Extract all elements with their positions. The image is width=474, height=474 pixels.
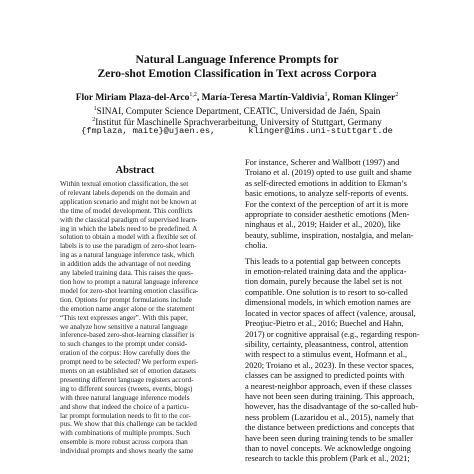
paper-title-line-2: Zero-shot Emotion Classification in Text across Corpora	[97, 67, 377, 80]
abstract-text-line: tion. Options for prompt formulations include	[60, 295, 192, 304]
body-text-line: ness problem (Lazaridou et al., 2015), namely that	[245, 412, 414, 422]
body-text-line: For the context of the perception of art it is more	[245, 199, 409, 209]
body-text-line: classes can be assigned to predicted points with	[245, 371, 405, 381]
abstract-text-line: ing to different sources (tweets, events, blogs)	[60, 384, 193, 393]
abstract-text-line: prompt need to be selected? We perform experi-	[60, 358, 199, 367]
body-text-line: with respect to a stimulus event, Hofmann et al.,	[245, 350, 408, 360]
abstract-text-line: presenting different language registers accord-	[60, 375, 194, 384]
body-text-line: basic emotions, to analyze self-reports of events.	[245, 189, 409, 199]
right-column-body	[245, 158, 435, 465]
body-text-line: tion domain, purely because the label set is not	[245, 277, 402, 287]
author-affiliation-mark: 2	[395, 92, 399, 98]
abstract-text-line: with combinations of multiple prompts. Such	[60, 429, 191, 438]
author-affiliation-mark: 1	[324, 92, 328, 98]
abstract-text-line: in addition adds the advantage of not needing	[60, 260, 191, 269]
author-emails	[0, 126, 474, 136]
abstract-text-line: to such changes to the prompt under consid-	[60, 340, 188, 349]
body-text-line: have not been seen during training. This approach,	[245, 391, 415, 401]
body-text-line: cholia.	[245, 241, 268, 251]
body-text-line: Troiano et al. (2019) opted to use guilt and shame	[245, 168, 412, 178]
abstract-text-line: any labeled training data. This raises the ques-	[60, 269, 194, 278]
abstract-text-line: pus. We show that this challenge can be tackled	[60, 420, 197, 429]
abstract-heading: Abstract	[115, 165, 155, 176]
abstract-text-line: ing in which the labels need to be predefined. A	[60, 224, 198, 233]
author-list: Flor Miriam Plaza-del-Arco$^{1,2}$, María-Teresa Martín-Valdivia$^1$, Roman Klinger$^2$	[75, 92, 399, 104]
affiliation-mark: 2	[92, 117, 96, 123]
email-address[interactable]: {fmplaza, maite}@ujaen.es,	[81, 126, 216, 136]
abstract-text-line: model for zero-shot learning emotion classifica-	[60, 286, 199, 295]
body-text-line: 2020; Troiano et al., 2023). In these vector spaces,	[245, 360, 414, 370]
abstract-text-line: lar prompt formulation needs to fit to the cor-	[60, 411, 191, 420]
abstract-text-line: the emotion name anger alone or the statement	[60, 304, 195, 313]
abstract-text-line: inference-based zero-shot-learning classifier is	[60, 331, 195, 340]
body-text-line: sibility, certainty, pleasantness, control, attention	[245, 339, 409, 349]
abstract-text-line: individual prompts and shows nearly the same	[60, 447, 194, 456]
author-name: Roman Klinger	[332, 93, 396, 104]
affiliation-text: Institut für Maschinelle Sprachverarbeitung, University of Stuttgart, Germany	[95, 117, 382, 128]
body-text-line: the distance between predictions and concepts that	[245, 423, 415, 433]
abstract-text-line: ensemble is more robust across corpora than	[60, 438, 188, 447]
body-text-line: compatible. One solution is to resort to so-called	[245, 287, 408, 297]
abstract-text-line: with the classical paradigm of supervised learn-	[60, 215, 198, 224]
body-text-line: Preoţiuc-Pietro et al., 2016; Buechel and Hahn,	[245, 319, 404, 329]
body-text-line: ninghaus et al., 2019; Haider et al., 2020), like	[245, 220, 401, 230]
author-name: María-Teresa Martín-Valdivia	[201, 93, 325, 104]
body-text-line: appropriate to consider aesthetic emotions (Men-	[245, 210, 410, 220]
body-text-line: beauty, sublime, inspiration, nostalgia, and melan-	[245, 230, 414, 240]
abstract-text-line: labels is to use the paradigm of zero-shot learn-	[60, 242, 197, 251]
body-text-line: research to tackle this problem (Park et al., 2021;	[245, 454, 410, 464]
abstract-text-line: application scenario and might not be known at	[60, 197, 197, 206]
abstract-text-line: and show that indeed the choice of a particu-	[60, 402, 189, 411]
abstract-text-line: of relevant labels depends on the domain and	[60, 188, 190, 197]
body-text-line: however, has the disadvantage of the so-called hub-	[245, 402, 419, 412]
body-text-line: a nearest-neighbor approach, even if these classes	[245, 381, 412, 391]
body-text-line: as self-directed emotions in addition to Ekman’s	[245, 178, 407, 188]
email-address[interactable]: klinger@ims.uni-stuttgart.de	[248, 126, 393, 136]
abstract-text-line: eration of the corpus: How carefully does the	[60, 349, 190, 358]
paper-title-line-1: Natural Language Inference Prompts for	[135, 53, 339, 66]
abstract-text-line: solution to obtain a model with a flexible set of	[60, 233, 196, 242]
abstract-text-line: the time of model development. This conflicts	[60, 206, 193, 215]
author-name: Flor Miriam Plaza-del-Arco	[75, 93, 190, 104]
body-text-line: This leads to a potential gap between concepts	[245, 256, 401, 266]
body-text-line: dimensional models, in which emotion names are	[245, 298, 411, 308]
body-text-line: than to novel concepts. We acknowledge ongoing	[245, 443, 411, 453]
body-text-line: 2017) or cognitive appraisal (e.g., regarding respon-	[245, 329, 420, 339]
affiliation-text: SINAI, Computer Science Department, CEATIC, Universidad de Jaén, Spain	[96, 106, 381, 117]
abstract-body	[60, 180, 220, 456]
abstract-text-line: tion how to prompt a natural language inference	[60, 277, 199, 286]
author-affiliation-mark: 1,2	[189, 92, 197, 98]
abstract-text-line: we analyze how sensitive a natural language	[60, 322, 188, 331]
body-text-line: in emotion-related training data and the applica-	[245, 267, 407, 277]
body-text-line: located in vector spaces of affect (valence, arousal,	[245, 308, 416, 318]
body-text-line: For instance, Scherer and Wallbott (1997) and	[245, 158, 400, 167]
abstract-text-line: ments on an established set of emotion datasets	[60, 367, 196, 376]
body-text-line: have been seen during training tends to be smaller	[245, 433, 413, 443]
abstract-text-line: Within textual emotion classification, the set	[60, 180, 189, 188]
abstract-text-line: ing as a natural language inference task, which	[60, 251, 195, 260]
abstract-text-line: “This text expresses anger”. With this paper,	[60, 313, 188, 322]
affiliation-mark: 1	[93, 106, 97, 112]
abstract-text-line: with three natural language inference models	[60, 393, 190, 402]
